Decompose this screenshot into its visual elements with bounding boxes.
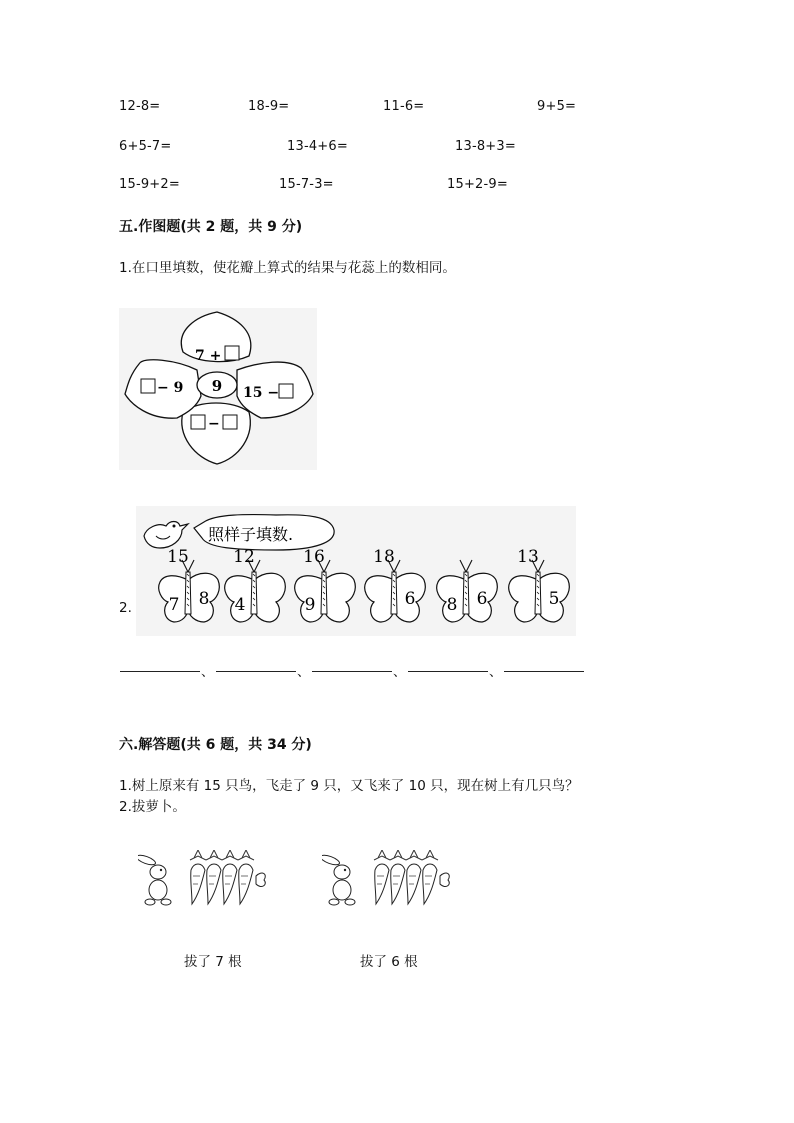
bottom-petal-expression: − xyxy=(208,416,220,432)
butterfly-top-number: 16 xyxy=(303,547,325,567)
top-petal-expression: 7 + xyxy=(195,348,222,364)
separator: 、 xyxy=(201,665,215,680)
section-heading: 六.解答题(共 6 题，共 34 分) xyxy=(119,737,312,753)
answer-box[interactable] xyxy=(141,379,155,393)
carrot-icon xyxy=(206,850,222,904)
rabbit-icon xyxy=(322,853,355,905)
left-petal-expression: − 9 xyxy=(157,380,184,396)
right-petal-expression: 15 − xyxy=(243,385,280,401)
flower-center: 9 xyxy=(211,377,223,395)
butterfly-right-number: 6 xyxy=(476,589,488,609)
butterfly-top-number: 18 xyxy=(373,547,395,567)
butterfly-right-number: 8 xyxy=(198,589,210,609)
section-heading: 五.作图题(共 2 题，共 9 分) xyxy=(119,219,303,235)
equation: 15-9+2= xyxy=(119,177,180,192)
equation: 11-6= xyxy=(383,99,425,114)
answer-blank[interactable] xyxy=(312,671,392,672)
equation: 13-8+3= xyxy=(455,139,516,154)
equation: 12-8= xyxy=(119,99,161,114)
answer-blank[interactable] xyxy=(120,671,200,672)
caption: 拔了 6 根 xyxy=(360,954,418,970)
question-text: 1.树上原来有 15 只鸟，飞走了 9 只，又飞来了 10 只，现在树上有几只鸟？ xyxy=(119,778,579,794)
separator: 、 xyxy=(297,665,311,680)
carrot-icon xyxy=(422,850,438,904)
carrot-icon xyxy=(190,850,206,904)
answer-box[interactable] xyxy=(223,415,237,429)
carrot-icon xyxy=(374,850,390,904)
equation: 15+2-9= xyxy=(447,177,508,192)
answer-box[interactable] xyxy=(279,384,293,398)
butterfly-left-number: 7 xyxy=(168,595,180,615)
equation: 13-4+6= xyxy=(287,139,348,154)
flower-figure xyxy=(119,308,317,470)
separator: 、 xyxy=(489,665,503,680)
equation: 6+5-7= xyxy=(119,139,172,154)
butterfly-top-number: 15 xyxy=(167,547,189,567)
speech-bubble-text: 照样子填数. xyxy=(208,525,294,544)
equation: 18-9= xyxy=(248,99,290,114)
caption: 拔了 7 根 xyxy=(184,954,242,970)
butterfly-top-number: 12 xyxy=(233,547,255,567)
butterfly-left-number: 9 xyxy=(304,595,316,615)
butterfly-figure xyxy=(136,506,576,636)
carrot-icon xyxy=(222,850,238,904)
answer-blank[interactable] xyxy=(216,671,296,672)
equation: 15-7-3= xyxy=(279,177,334,192)
carrot-icon xyxy=(390,850,406,904)
equation: 9+5= xyxy=(537,99,577,114)
butterfly-right-number: 6 xyxy=(404,589,416,609)
question-number: 2. xyxy=(119,600,132,616)
rabbit-carrot-group xyxy=(138,850,268,912)
answer-box[interactable] xyxy=(191,415,205,429)
answer-blank[interactable] xyxy=(504,671,584,672)
question-text: 1.在口里填数，使花瓣上算式的结果与花蕊上的数相同。 xyxy=(119,260,456,276)
question-text: 2.拔萝卜。 xyxy=(119,799,186,815)
butterfly-top-number: 13 xyxy=(517,547,539,567)
carrot-icon xyxy=(238,850,254,904)
answer-blank[interactable] xyxy=(408,671,488,672)
rabbit-carrot-group xyxy=(322,850,452,912)
separator: 、 xyxy=(393,665,407,680)
rabbit-icon xyxy=(138,853,171,905)
butterfly-left-number: 4 xyxy=(234,595,246,615)
answer-box[interactable] xyxy=(225,346,239,360)
carrot-icon xyxy=(406,850,422,904)
butterfly-right-number: 5 xyxy=(548,589,560,609)
butterfly-left-number: 8 xyxy=(446,595,458,615)
